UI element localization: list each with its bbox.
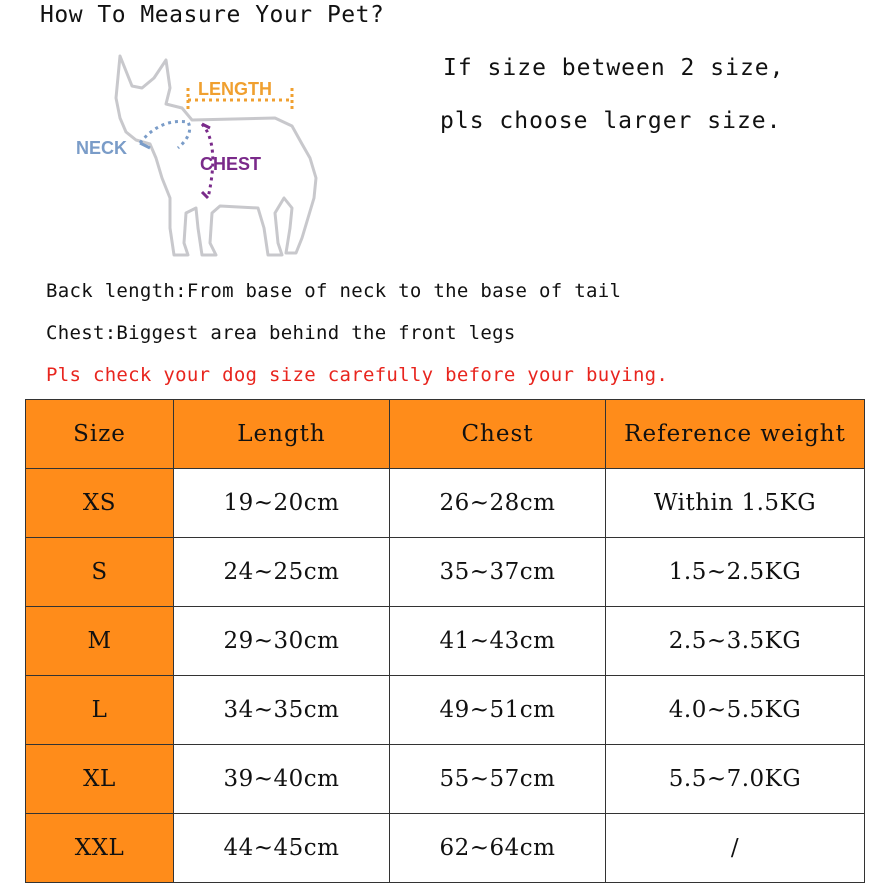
header-reference-weight: Reference weight: [606, 400, 865, 469]
size-cell: L: [26, 676, 174, 745]
chest-cell: 55~57cm: [390, 745, 606, 814]
table-header-row: [26, 400, 865, 469]
header-length: Length: [174, 400, 390, 469]
table-row: [26, 607, 865, 676]
size-cell: XXL: [26, 814, 174, 883]
length-cell: 29~30cm: [174, 607, 390, 676]
page-title: How To Measure Your Pet?: [40, 2, 385, 28]
neck-label: NECK: [76, 138, 128, 158]
chest-cell: 49~51cm: [390, 676, 606, 745]
back-length-description: Back length:From base of neck to the base of tail: [46, 280, 622, 302]
length-cell: 24~25cm: [174, 538, 390, 607]
chest-cell: 26~28cm: [390, 469, 606, 538]
size-cell: S: [26, 538, 174, 607]
length-cell: 19~20cm: [174, 469, 390, 538]
weight-cell: 5.5~7.0KG: [606, 745, 865, 814]
chest-cell: 62~64cm: [390, 814, 606, 883]
size-note-line-1: If size between 2 size,: [443, 55, 785, 81]
dog-measurement-diagram: [70, 48, 330, 263]
weight-cell: 2.5~3.5KG: [606, 607, 865, 676]
table-row: [26, 538, 865, 607]
size-chart-table: [25, 399, 865, 883]
header-size: Size: [26, 400, 174, 469]
size-cell: XS: [26, 469, 174, 538]
size-warning: Pls check your dog size carefully before your buying.: [46, 364, 669, 386]
length-cell: 39~40cm: [174, 745, 390, 814]
length-label: LENGTH: [198, 79, 272, 99]
weight-cell: /: [606, 814, 865, 883]
table-row: [26, 814, 865, 883]
size-note-line-2: pls choose larger size.: [440, 108, 782, 134]
chest-cell: 35~37cm: [390, 538, 606, 607]
size-cell: XL: [26, 745, 174, 814]
table-row: [26, 676, 865, 745]
chest-cell: 41~43cm: [390, 607, 606, 676]
chest-label: CHEST: [200, 154, 262, 174]
length-cell: 44~45cm: [174, 814, 390, 883]
weight-cell: 4.0~5.5KG: [606, 676, 865, 745]
weight-cell: Within 1.5KG: [606, 469, 865, 538]
table-row: [26, 469, 865, 538]
chest-description: Chest:Biggest area behind the front legs: [46, 322, 516, 344]
size-cell: M: [26, 607, 174, 676]
header-chest: Chest: [390, 400, 606, 469]
length-cell: 34~35cm: [174, 676, 390, 745]
weight-cell: 1.5~2.5KG: [606, 538, 865, 607]
table-row: [26, 745, 865, 814]
